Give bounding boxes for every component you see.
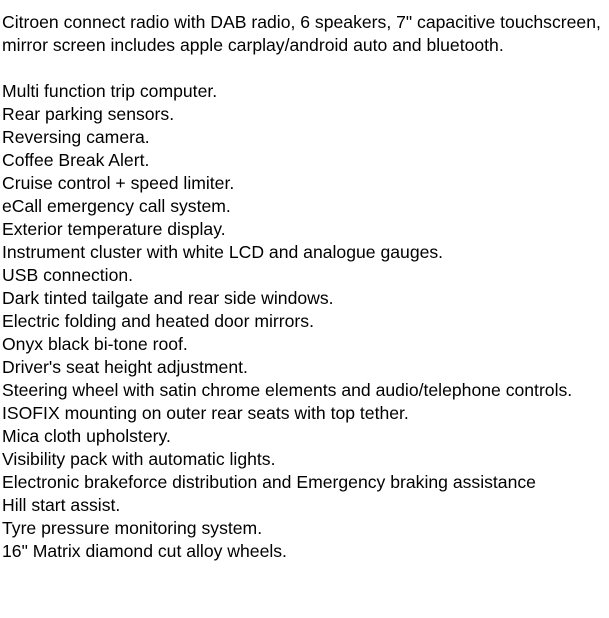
feature-item: Mica cloth upholstery. [2, 426, 171, 446]
feature-item: Steering wheel with satin chrome elements and audio/telephone controls. [2, 380, 573, 400]
feature-item: Rear parking sensors. [2, 104, 175, 124]
feature-item: USB connection. [2, 265, 134, 285]
feature-item: Tyre pressure monitoring system. [2, 518, 263, 538]
feature-item: Driver's seat height adjustment. [2, 357, 248, 377]
intro-paragraph: Citroen connect radio with DAB radio, 6 speakers, 7" capacitive touchscreen, mirror screen includes apple carplay/android auto and bluetooth. [2, 12, 601, 55]
feature-item: Electric folding and heated door mirrors. [2, 311, 314, 331]
feature-item: eCall emergency call system. [2, 196, 231, 216]
feature-item: Visibility pack with automatic lights. [2, 449, 276, 469]
feature-item: Coffee Break Alert. [2, 150, 150, 170]
feature-item: Dark tinted tailgate and rear side windows. [2, 288, 334, 308]
feature-item: ISOFIX mounting on outer rear seats with top tether. [2, 403, 409, 423]
feature-item: Multi function trip computer. [2, 81, 218, 101]
feature-item: Instrument cluster with white LCD and analogue gauges. [2, 242, 444, 262]
feature-list [2, 80, 607, 563]
feature-item: Exterior temperature display. [2, 219, 226, 239]
feature-item: Onyx black bi-tone roof. [2, 334, 188, 354]
feature-item: Electronic brakeforce distribution and Emergency braking assistance [2, 472, 536, 492]
feature-item: Cruise control + speed limiter. [2, 173, 235, 193]
feature-item: 16" Matrix diamond cut alloy wheels. [2, 541, 287, 561]
feature-item: Reversing camera. [2, 127, 150, 147]
feature-item: Hill start assist. [2, 495, 121, 515]
vehicle-spec-document [2, 11, 607, 563]
